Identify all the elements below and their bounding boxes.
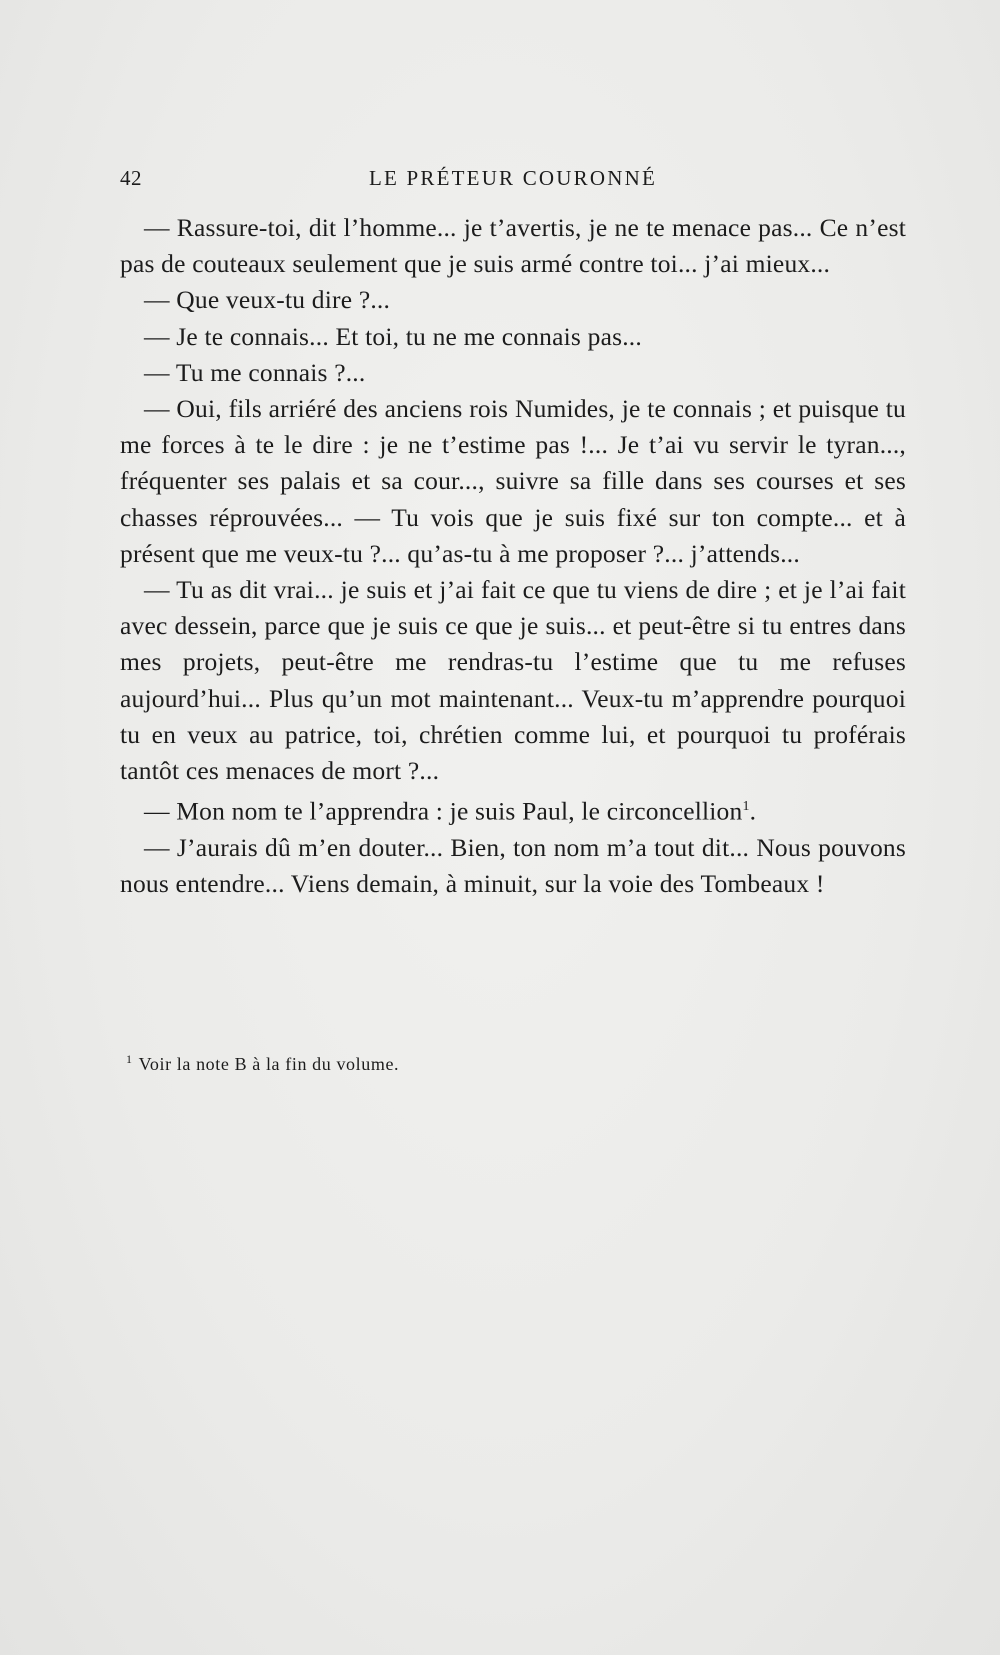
footnote-text: Voir la note B à la fin du volume. — [138, 1054, 400, 1074]
running-title: LE PRÉTEUR COURONNÉ — [369, 166, 657, 190]
page-number: 42 — [120, 166, 142, 190]
paragraph: — Tu me connais ?... — [144, 357, 366, 387]
footnote — [120, 1052, 906, 1075]
paragraph: — Oui, fils arriéré des anciens rois Numides, je te connais ; et puisque tu me forces à te le dire : je ne t’estime pas !... Je t’ai vu servir le tyran..., fréquenter ses palais et sa cour..., suivre sa fille dans ses courses et ses chasses réprouvées... — Tu vois que je suis fixé sur ton compte... et à présent que me veux-tu ?... qu’as-tu à me proposer ?... j’attends... — [120, 394, 906, 568]
paragraph: — Je te connais... Et toi, tu ne me connais pas... — [144, 321, 642, 351]
paragraph-with-note: — Mon nom te l’apprendra : je suis Paul, le circoncellion$^1$. — [144, 796, 757, 826]
page-header — [120, 166, 906, 196]
paragraph: — Rassure-toi, dit l’homme... je t’avertis, je ne te menace pas... Ce n’est pas de couteaux seulement que je suis armé contre toi... j’ai mieux... — [120, 213, 906, 279]
footnote-mark: 1 — [126, 1052, 133, 1066]
paragraph: — Tu as dit vrai... je suis et j’ai fait ce que tu viens de dire ; et je l’ai fait avec dessein, parce que je suis ce que je suis... et peut-être si tu entres dans mes projets, peut-être me rendras-tu l’estime que tu me refuses aujourd’hui... Plus qu’un mot maintenant... Veux-tu m’apprendre pourquoi tu en veux au patrice, toi, chrétien comme lui, et pourquoi tu proférais tantôt ces menaces de mort ?... — [120, 575, 906, 786]
footnote-reference[interactable]: 1 — [742, 799, 750, 815]
paragraph: — J’aurais dû m’en douter... Bien, ton nom m’a tout dit... Nous pouvons nous entendre... Viens demain, à minuit, sur la voie des Tombeaux ! — [120, 832, 906, 899]
paragraph-text: — Mon nom te l’apprendra : je suis Paul, le circoncellion — [144, 796, 743, 826]
body-text — [120, 210, 906, 902]
paragraph: — Que veux-tu dire ?... — [144, 285, 391, 315]
